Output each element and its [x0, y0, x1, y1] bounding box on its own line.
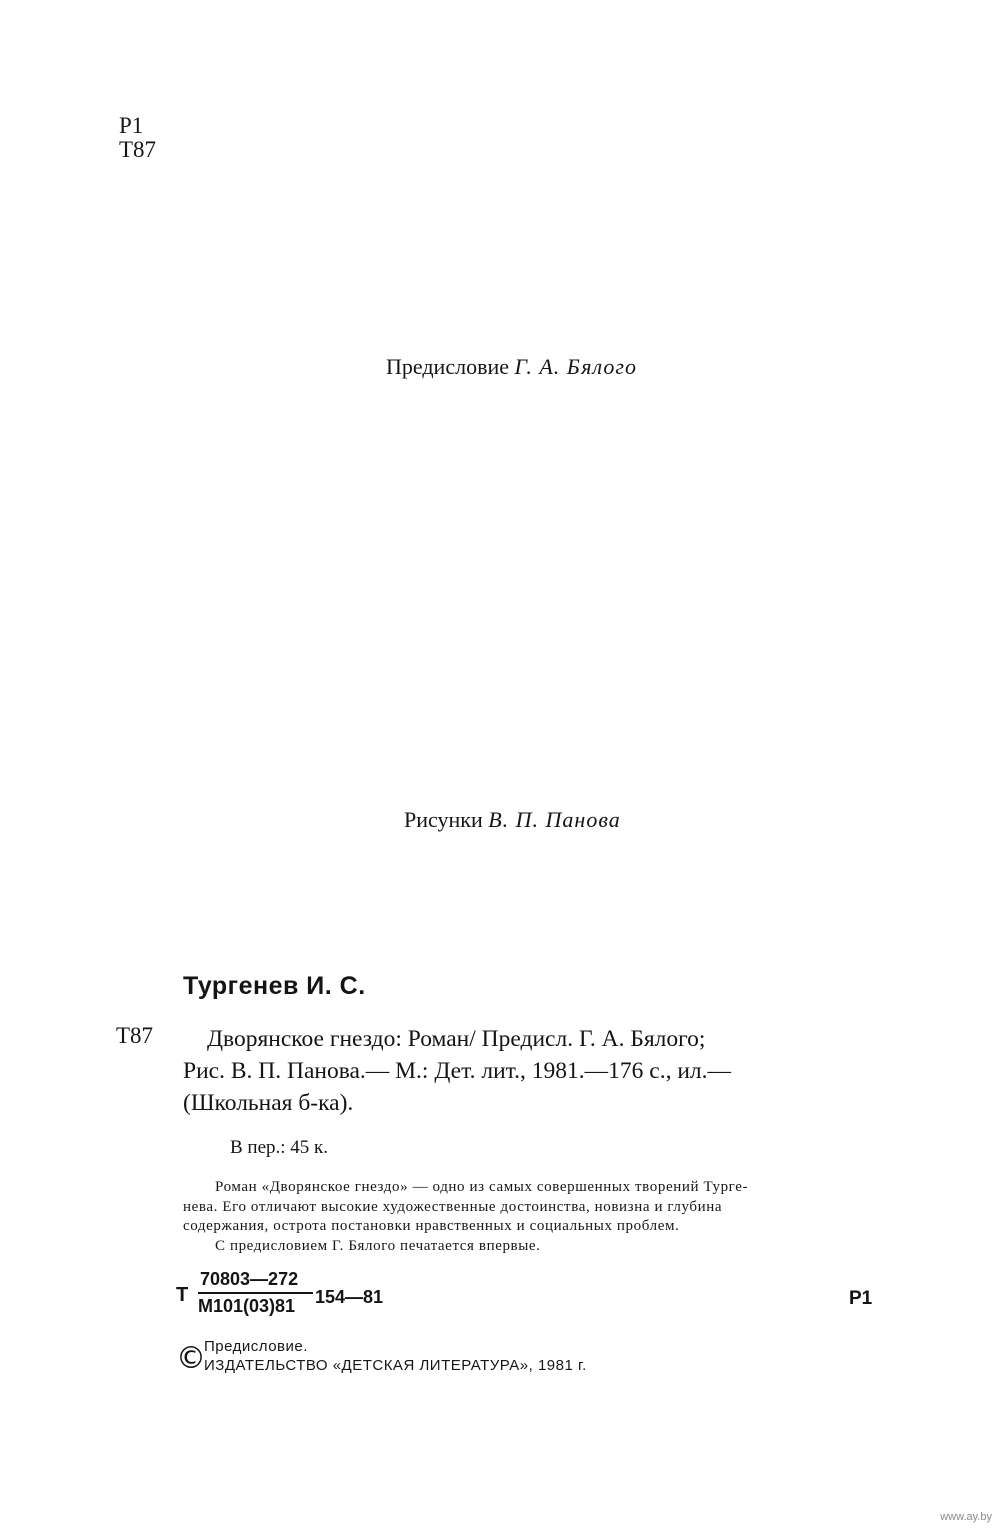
classification-mark-line2: T87: [119, 137, 157, 162]
catalog-side-code: Т87: [116, 1023, 154, 1048]
bibliographic-line: (Школьная б-ка).: [183, 1090, 354, 1116]
price-line: В пер.: 45 к.: [230, 1137, 329, 1158]
preface-credit-person: Г. А. Бялого: [514, 354, 637, 379]
preface-credit-role: Предисловие: [386, 354, 509, 379]
catalog-author: Тургенев И. С.: [183, 972, 366, 1000]
annotation: [183, 1178, 873, 1256]
copyright-icon: ©: [176, 1341, 206, 1376]
copyright-line: Предисловие.: [204, 1338, 308, 1355]
preface-credit: [386, 354, 637, 380]
bibliographic-line: Рис. В. П. Панова.— М.: Дет. лит., 1981.—176 с., ил.—: [183, 1058, 732, 1084]
illustrations-credit-person: В. П. Панова: [488, 807, 621, 832]
illustrations-credit-role: Рисунки: [404, 807, 483, 832]
copyright-notice: [204, 1337, 587, 1375]
publisher-index-denominator: М101(03)81: [198, 1296, 296, 1316]
publisher-index-suffix: 154—81: [315, 1287, 384, 1307]
annotation-line: содержания, острота постановки нравственных и социальных проблем.: [183, 1218, 680, 1234]
publisher-index-fraction: [198, 1269, 313, 1317]
site-watermark: www.ay.by: [940, 1511, 992, 1523]
annotation-line: нева. Его отличают высокие художественные достоинства, новизна и глубина: [183, 1198, 723, 1215]
bibliographic-line: Дворянское гнездо: Роман/ Предисл. Г. А. Бялого;: [207, 1026, 706, 1052]
publisher-index-numerator: 70803—272: [198, 1269, 313, 1294]
classification-mark: [119, 114, 156, 162]
bibliographic-description: [183, 1023, 903, 1119]
classification-mark-line1: P1: [119, 113, 144, 138]
publisher-index-letter: Т: [176, 1284, 189, 1306]
bbk-code: Р1: [849, 1288, 873, 1309]
annotation-line: Роман «Дворянское гнездо» — одно из самых совершенных творений Турге-: [215, 1179, 749, 1195]
annotation-line: С предисловием Г. Бялого печатается впервые.: [215, 1237, 541, 1254]
illustrations-credit: [404, 807, 621, 833]
copyright-line: ИЗДАТЕЛЬСТВО «ДЕТСКАЯ ЛИТЕРАТУРА», 1981 г.: [204, 1357, 587, 1374]
